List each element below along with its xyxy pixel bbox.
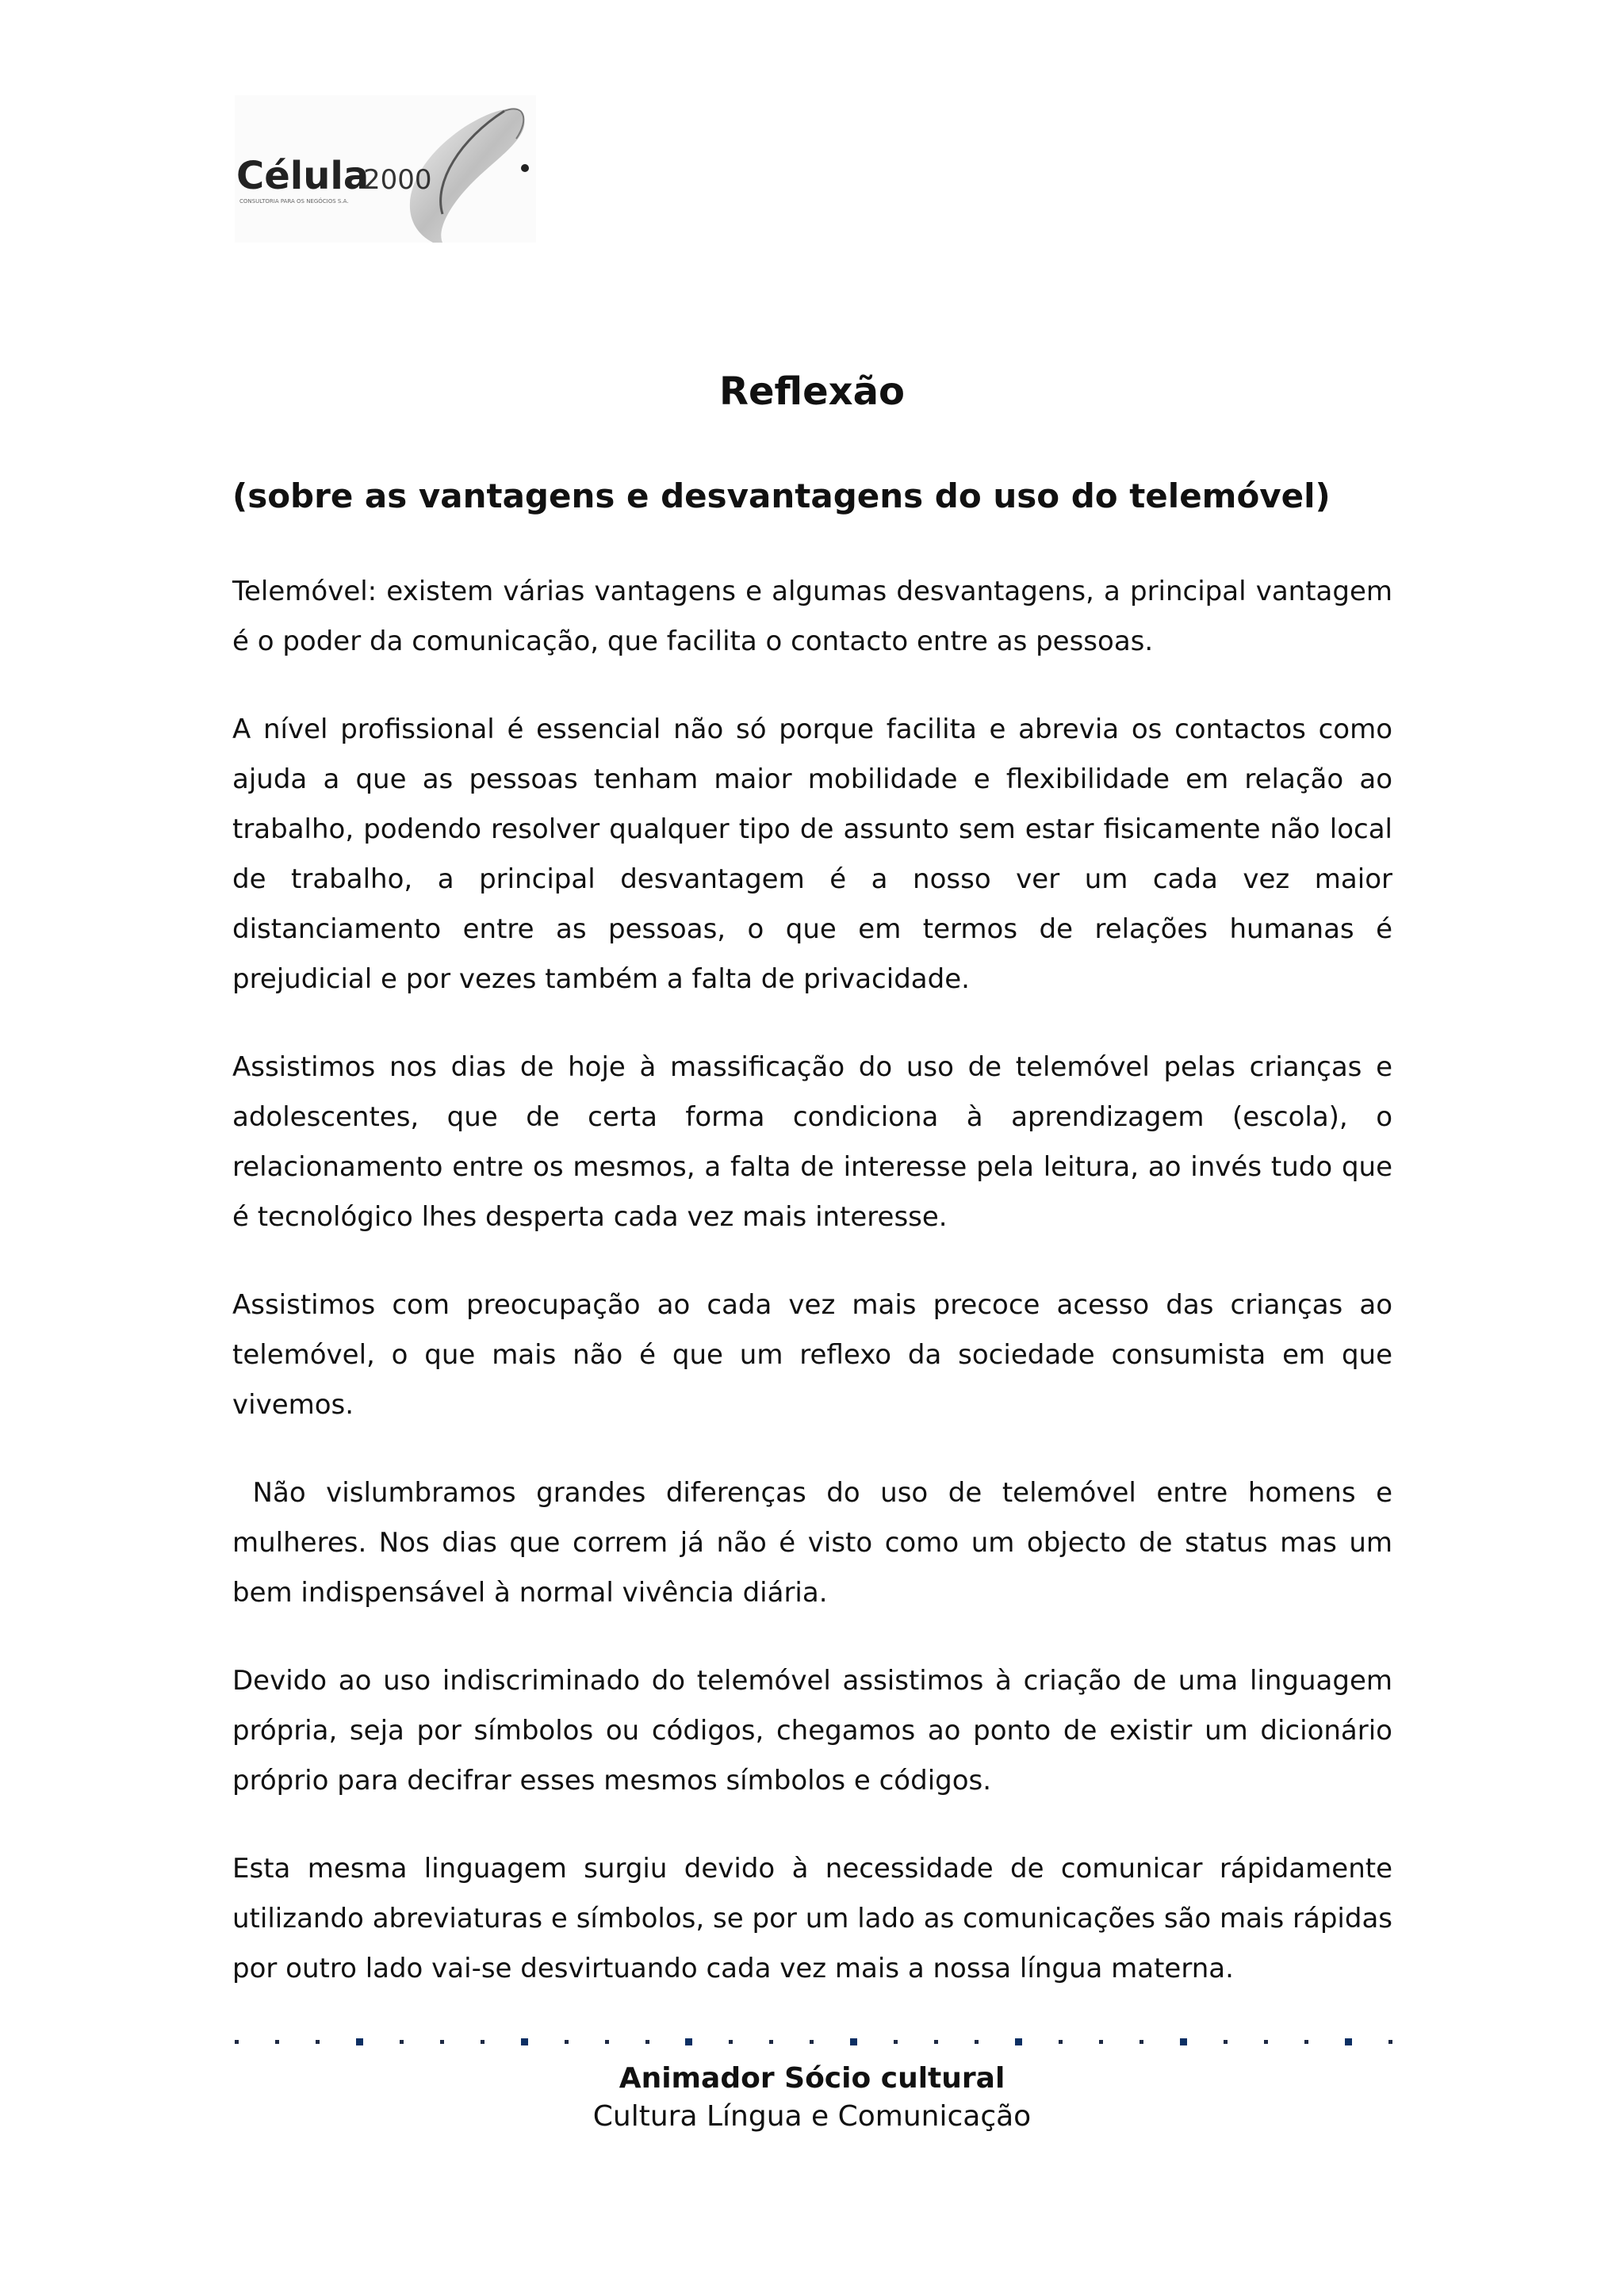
divider-dot <box>440 2040 444 2044</box>
divider-dot <box>275 2040 279 2044</box>
paragraph-3: Assistimos nos dias de hoje à massificação do uso de telemóvel pelas crianças e adolescentes, que de certa forma condiciona à aprendizagem (escola), o relacionamento entre os mesmos, a falta de interesse pela leitura, ao invés tudo que é tecnológico lhes desperta cada vez mais interesse. <box>232 1051 1392 1233</box>
divider-dot <box>645 2040 649 2044</box>
divider-dot <box>235 2040 239 2044</box>
divider-dot <box>1264 2040 1268 2044</box>
divider-dot <box>685 2038 692 2045</box>
paragraph-5: Não vislumbramos grandes diferenças do uso de telemóvel entre homens e mulheres. Nos dias que correm já não é visto como um objecto de status mas um bem indispensável à normal vivência diária. <box>232 1477 1401 1609</box>
divider-dot <box>400 2040 404 2044</box>
divider-dot <box>565 2040 569 2044</box>
divider-dot <box>605 2040 609 2044</box>
divider-dot <box>769 2040 773 2044</box>
page-title: Reflexão <box>719 369 905 414</box>
divider-dot <box>356 2038 363 2045</box>
divider-dot <box>894 2040 898 2044</box>
divider-dot <box>850 2038 857 2045</box>
divider-dot <box>1139 2040 1143 2044</box>
divider-dot <box>316 2040 320 2044</box>
footer-dotted-divider <box>235 2036 1392 2047</box>
paragraph-4: Assistimos com preocupação ao cada vez mais precoce acesso das crianças ao telemóvel, o que mais não é que um reflexo da sociedade consumista em que vivemos. <box>232 1289 1392 1421</box>
paragraph-2: A nível profissional é essencial não só porque facilita e abrevia os contactos como ajuda a que as pessoas tenham maior mobilidade e flexibilidade em relação ao trabalho, podendo resolver qualquer tipo de assunto sem estar fisicamente não local de trabalho, a principal desvantagem é a nosso ver um cada vez maior distanciamento entre as pessoas, o que em termos de relações humanas é prejudicial e por vezes também a falta de privacidade. <box>232 714 1392 995</box>
divider-dot <box>934 2040 938 2044</box>
divider-dot <box>975 2040 979 2044</box>
page-subtitle: (sobre as vantagens e desvantagens do uso do telemóvel) <box>232 476 1331 515</box>
paragraph-1: Telemóvel: existem várias vantagens e algumas desvantagens, a principal vantagem é o poder da comunicação, que facilita o contacto entre as pessoas. <box>232 576 1392 657</box>
logo-brand-text: Célula <box>236 154 370 198</box>
divider-dot <box>810 2040 814 2044</box>
divider-dot <box>1345 2038 1352 2045</box>
divider-dot <box>1015 2038 1022 2045</box>
page-footer <box>0 2060 1624 2136</box>
document-body <box>232 567 1401 2032</box>
divider-dot <box>729 2040 733 2044</box>
paragraph-7: Esta mesma linguagem surgiu devido à necessidade de comunicar rápidamente utilizando abreviaturas e símbolos, se por um lado as comunicações são mais rápidas por outro lado vai-se desvirtuando cada vez mais a nossa língua materna. <box>232 1853 1392 1984</box>
celula2000-logo-graphic <box>235 95 536 243</box>
divider-dot <box>1304 2040 1308 2044</box>
divider-dot <box>1180 2038 1187 2045</box>
logo-tagline-text: CONSULTORIA PARA OS NEGÓCIOS S.A. <box>239 198 349 205</box>
divider-dot <box>521 2038 528 2045</box>
paragraph-6: Devido ao uso indiscriminado do telemóvel assistimos à criação de uma linguagem própria, seja por símbolos ou códigos, chegamos ao ponto de existir um dicionário próprio para decifrar esses mesmos símbolos e códigos. <box>232 1665 1392 1797</box>
footer-role: Animador Sócio cultural <box>619 2062 1005 2095</box>
divider-dot <box>1059 2040 1063 2044</box>
logo-number-text: 2000 <box>363 164 432 196</box>
footer-course: Cultura Língua e Comunicação <box>592 2100 1032 2133</box>
divider-dot <box>481 2040 485 2044</box>
divider-dot <box>1224 2040 1228 2044</box>
divider-dot <box>1099 2040 1103 2044</box>
company-logo <box>235 95 536 243</box>
divider-dot <box>1388 2040 1392 2044</box>
